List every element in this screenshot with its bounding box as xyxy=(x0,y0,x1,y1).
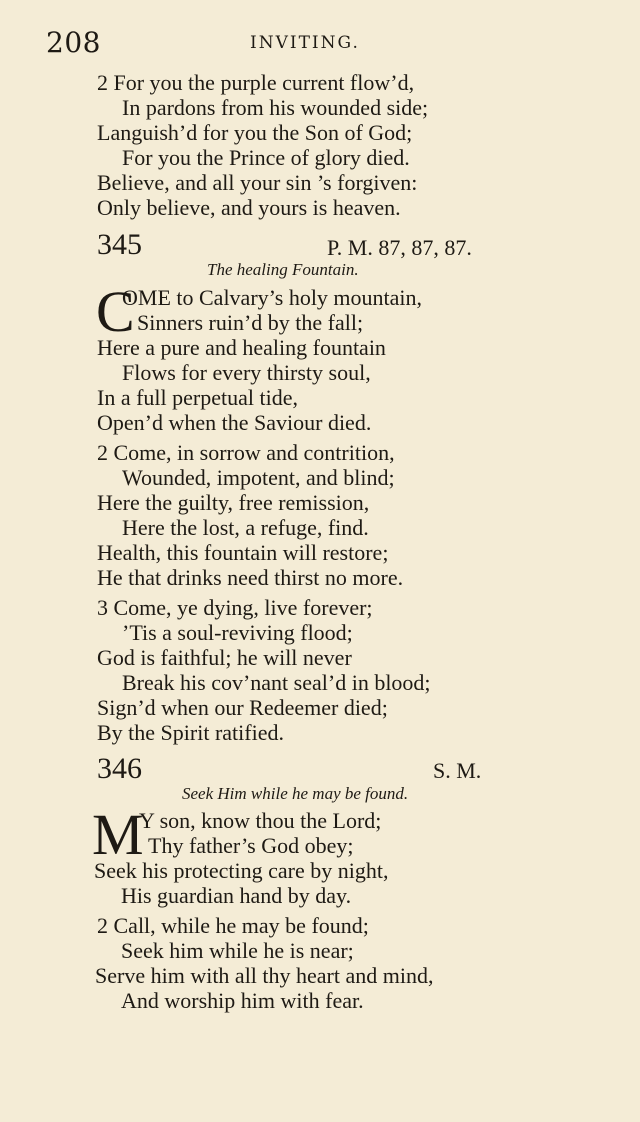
verse-line: God is faithful; he will never xyxy=(97,645,352,670)
verse-line: Flows for every thirsty soul, xyxy=(122,360,371,385)
verse-line: His guardian hand by day. xyxy=(121,883,352,908)
verse-line: Health, this fountain will restore; xyxy=(97,540,389,565)
drop-cap: M xyxy=(92,802,144,867)
verse-line: Seek his protecting care by night, xyxy=(94,858,389,883)
verse-line: In pardons from his wounded side; xyxy=(122,95,429,120)
verse-line: Languish’d for you the Son of God; xyxy=(97,120,413,145)
verse-line: 2 Call, while he may be found; xyxy=(97,913,369,938)
section-title: INVITING. xyxy=(250,33,360,53)
verse-line: Sign’d when our Redeemer died; xyxy=(97,695,388,720)
verse-line: Y son, know thou the Lord; xyxy=(139,808,382,833)
verse-line: Only believe, and yours is heaven. xyxy=(97,195,401,220)
verse-line: And worship him with fear. xyxy=(121,988,364,1013)
verse-line: Seek him while he is near; xyxy=(121,938,354,963)
verse-line: 2 For you the purple current flow’d, xyxy=(97,70,415,95)
verse-line: Break his cov’nant seal’d in blood; xyxy=(122,670,431,695)
verse-line: Open’d when the Saviour died. xyxy=(97,410,372,435)
hymn-number: 346 xyxy=(97,752,142,785)
verse-line: Here the lost, a refuge, find. xyxy=(122,515,369,540)
hymn-meter: P. M. 87, 87, 87. xyxy=(327,235,472,260)
hymn-title: The healing Fountain. xyxy=(207,260,359,279)
verse-line: For you the Prince of glory died. xyxy=(122,145,410,170)
verse-line: Sinners ruin’d by the fall; xyxy=(137,310,364,335)
verse-line: Serve him with all thy heart and mind, xyxy=(95,963,434,988)
verse-line: ’Tis a soul-reviving flood; xyxy=(122,620,353,645)
verse-line: He that drinks need thirst no more. xyxy=(97,565,404,590)
drop-cap: C xyxy=(96,279,135,344)
verse-line: Thy father’s God obey; xyxy=(148,833,354,858)
verse-line: OME to Calvary’s holy mountain, xyxy=(122,285,423,310)
verse-line: Wounded, impotent, and blind; xyxy=(122,465,395,490)
verse-line: Here a pure and healing fountain xyxy=(97,335,386,360)
page-number: 208 xyxy=(46,26,101,59)
verse-line: Believe, and all your sin ’s forgiven: xyxy=(97,170,418,195)
hymn-meter: S. M. xyxy=(433,758,482,783)
verse-line: 2 Come, in sorrow and contrition, xyxy=(97,440,395,465)
hymn-number: 345 xyxy=(97,228,142,261)
hymn-title: Seek Him while he may be found. xyxy=(182,784,409,803)
verse-line: By the Spirit ratified. xyxy=(97,720,284,745)
verse-line: In a full perpetual tide, xyxy=(97,385,298,410)
verse-line: 3 Come, ye dying, live forever; xyxy=(97,595,373,620)
verse-line: Here the guilty, free remission, xyxy=(97,490,370,515)
